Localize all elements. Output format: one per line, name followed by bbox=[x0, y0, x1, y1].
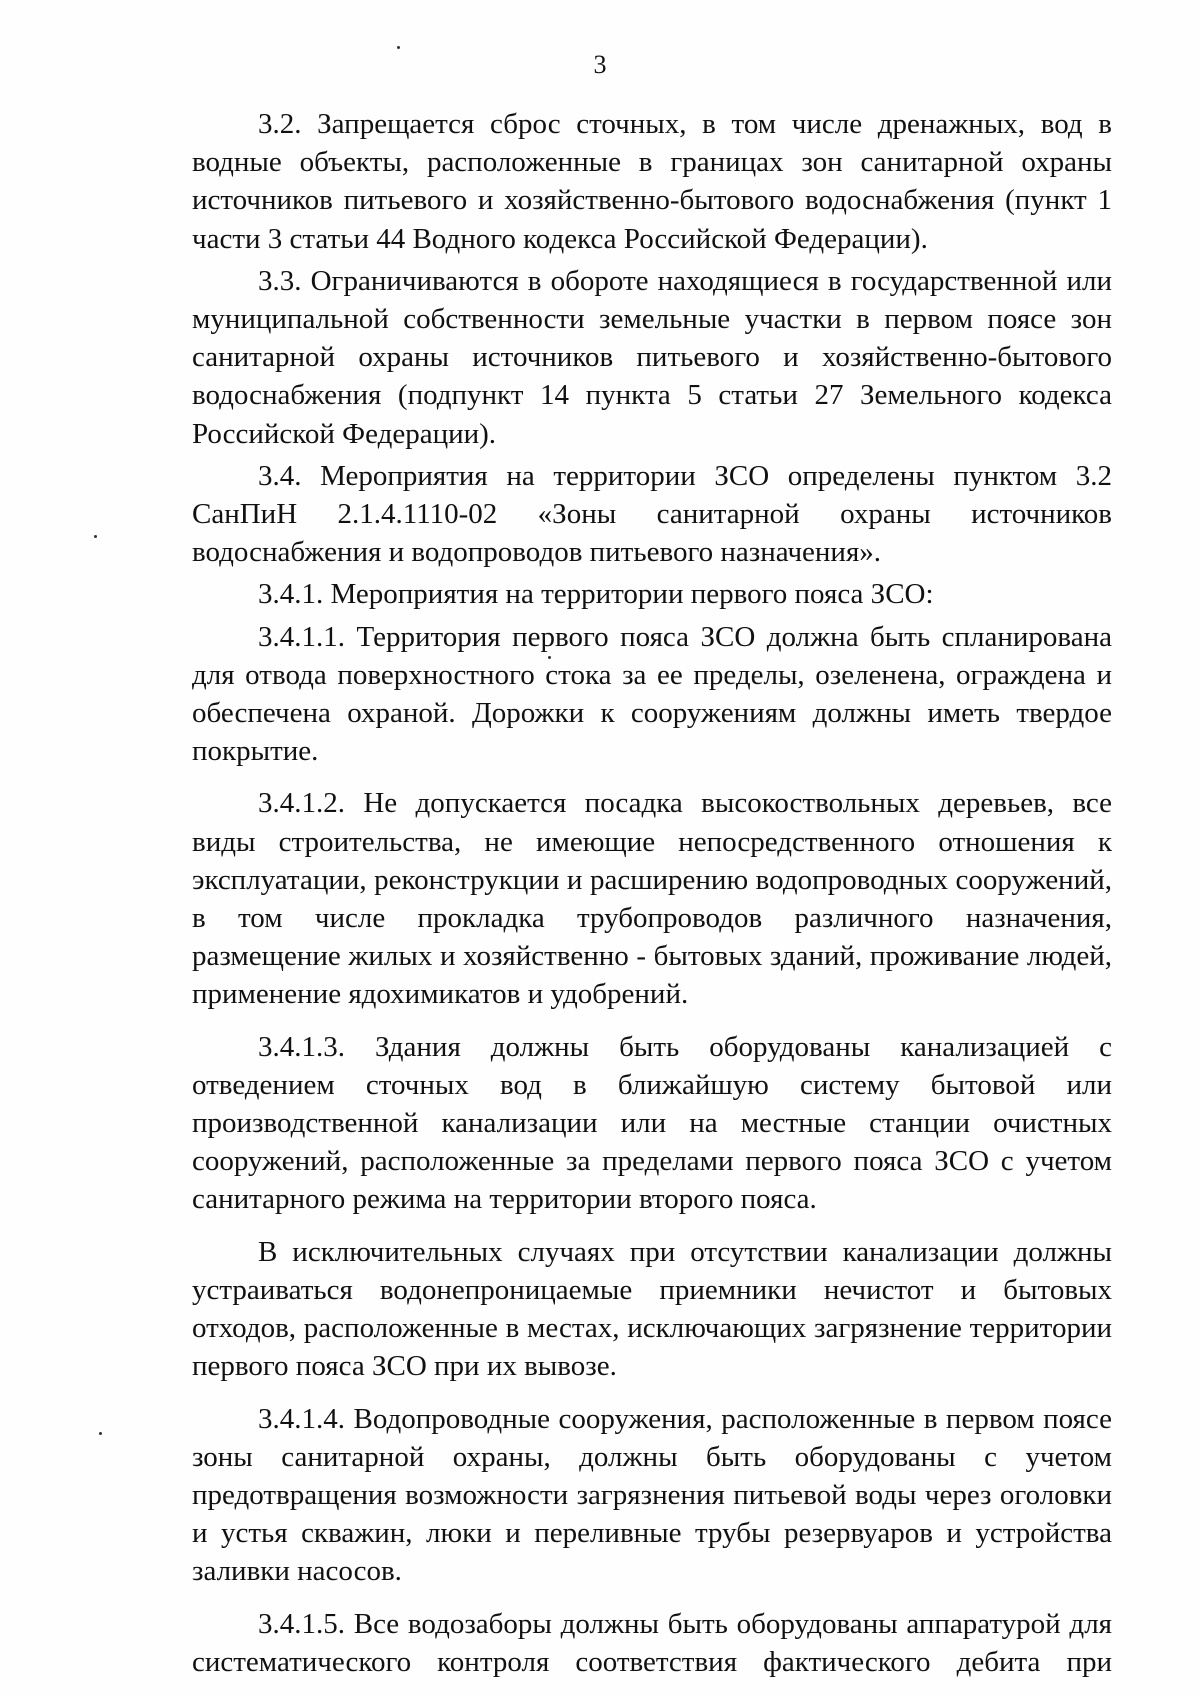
scan-speck bbox=[397, 46, 400, 49]
paragraph-3-4: 3.4. Мероприятия на территории ЗСО определены пунктом 3.2 СанПиН 2.1.4.1110-02 «Зоны санитарной охраны источников водоснабжения и водопроводов питьевого назначения». bbox=[192, 459, 1112, 569]
page-number: 3 bbox=[593, 50, 607, 79]
paragraph-3-3: 3.3. Ограничиваются в обороте находящиеся в государственной или муниципальной собственности земельные участки в первом поясе зон санитарной охраны источников питьевого и хозяйственно-бытового водоснабжения (подпункт 14 пункта 5 статьи 27 Земельного кодекса Российской Федерации). bbox=[192, 264, 1112, 450]
paragraph-exceptional-cases: В исключительных случаях при отсутствии канализации должны устраиваться водонепроницаемые приемники нечистот и бытовых отходов, расположенные в местах, исключающих загрязнение территории первого пояса ЗСО при их вывозе. bbox=[192, 1235, 1112, 1383]
paragraph-3-4-1-5: 3.4.1.5. Все водозаборы должны быть оборудованы аппаратурой для систематического контроля соответствия фактического дебита при bbox=[192, 1607, 1112, 1678]
paragraph-3-4-1-2: 3.4.1.2. Не допускается посадка высокоствольных деревьев, все виды строительства, не имеющие непосредственного отношения к эксплуатации, реконструкции и расширению водопроводных сооружений, в том числе прокладка трубопроводов различного назначения, размещение жилых и хозяйственно - бытовых зданий, проживание людей, применение ядохимикатов и удобрений. bbox=[192, 787, 1112, 1011]
paragraph-3-4-1-3: 3.4.1.3. Здания должны быть оборудованы канализацией с отведением сточных вод в ближайшую систему бытовой или производственной канализации или на местные станции очистных сооружений, расположенные за пределами первого пояса ЗСО с учетом санитарного режима на территории второго пояса. bbox=[192, 1030, 1112, 1216]
scan-speck bbox=[94, 535, 97, 538]
document-body bbox=[192, 105, 1112, 1681]
paragraph-3-4-1-1: 3.4.1.1. Территория первого пояса ЗСО должна быть спланирована для отвода поверхностного стока за ее пределы, озеленена, ограждена и обеспечена охраной. Дорожки к сооружениям должны иметь твердое покрытие. bbox=[192, 620, 1112, 768]
paragraph-3-4-1-4: 3.4.1.4. Водопроводные сооружения, расположенные в первом поясе зоны санитарной охраны, должны быть оборудованы с учетом предотвращения возможности загрязнения питьевой воды через оголовки и устья скважин, люки и переливные трубы резервуаров и устройства заливки насосов. bbox=[192, 1402, 1112, 1588]
paragraph-3-4-1: 3.4.1. Мероприятия на территории первого пояса ЗСО: bbox=[258, 578, 934, 611]
scan-speck bbox=[99, 1432, 102, 1435]
paragraph-3-2: 3.2. Запрещается сброс сточных, в том числе дренажных, вод в водные объекты, расположенные в границах зон санитарной охраны источников питьевого и хозяйственно-бытового водоснабжения (пункт 1 части 3 статьи 44 Водного кодекса Российской Федерации). bbox=[192, 108, 1112, 255]
